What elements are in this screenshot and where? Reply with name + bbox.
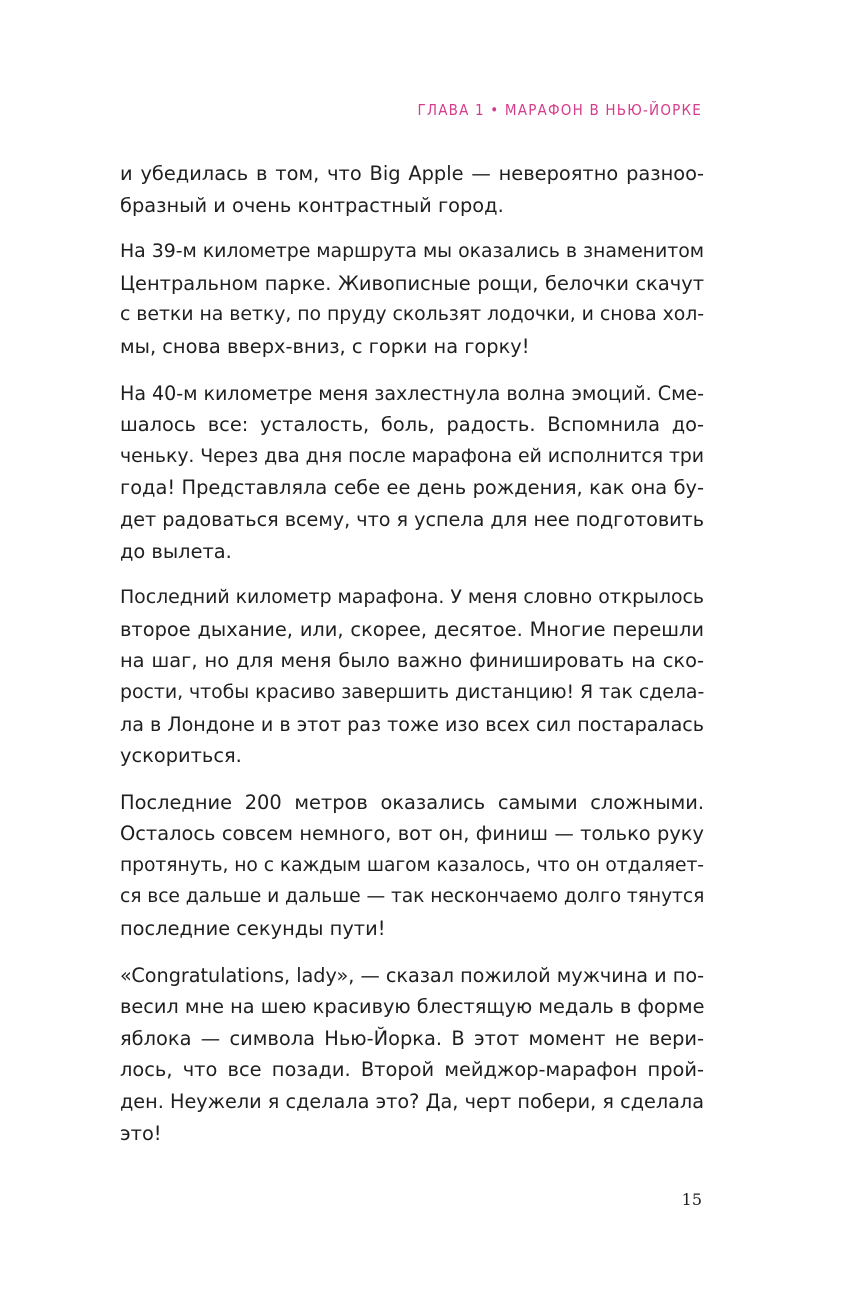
text-line: весил мне на шею красивую блестящую медаль в форме xyxy=(120,995,705,1019)
text-line: с ветки на ветку, по пруду скользят лодочки, и снова хол- xyxy=(120,303,704,326)
text-line: шалось все: усталость, боль, радость. Вспомнила до- xyxy=(120,413,704,437)
text-line: ускориться. xyxy=(120,744,242,768)
text-line: последние секунды пути! xyxy=(120,917,386,941)
text-line: протянуть, но с каждым шагом казалось, что он отдаляет- xyxy=(120,854,704,876)
text-line: лось, что все позади. Второй мейджор-марафон прой- xyxy=(120,1058,704,1082)
paragraph-3 xyxy=(120,378,704,568)
text-line: ся все дальше и дальше — так нескончаемо долго тянутся xyxy=(120,886,705,908)
text-line: мы, снова вверх-вниз, с горки на горку! xyxy=(120,334,530,358)
paragraph-5 xyxy=(120,787,704,945)
text-line: Последний километр марафона. У меня словно открылось xyxy=(120,586,704,609)
paragraph-1 xyxy=(120,158,704,221)
text-line: На 39-м километре маршрута мы оказались в знаменитом xyxy=(120,240,704,263)
text-line: Осталось совсем немного, вот он, финиш — только руку xyxy=(120,822,704,846)
text-line: рости, чтобы красиво завершить дистанцию! Я так сдела- xyxy=(120,680,705,703)
paragraph-4 xyxy=(120,582,704,772)
body-text xyxy=(120,158,704,1164)
text-line: года! Представляла себе ее день рождения, как она бу- xyxy=(120,476,704,500)
text-line: это! xyxy=(120,1121,162,1145)
text-line: второе дыхание, или, скорее, десятое. Многие перешли xyxy=(120,617,704,641)
text-line: и убедилась в том, что Big Apple — невероятно разноо- xyxy=(120,162,704,185)
page-number: 15 xyxy=(681,1190,702,1209)
text-line: ден. Неужели я сделала это? Да, черт побери, я сделала xyxy=(120,1090,704,1114)
text-line: до вылета. xyxy=(120,539,232,563)
text-line: Последние 200 метров оказались самыми сложными. xyxy=(120,790,704,814)
text-line: яблока — символа Нью-Йорка. В этот момент не вери- xyxy=(120,1026,704,1050)
text-line: Центральном парке. Живописные рощи, белочки скачут xyxy=(120,271,704,295)
paragraph-2 xyxy=(120,236,704,362)
text-line: дет радоваться всему, что я успела для нее подготовить xyxy=(120,507,704,531)
paragraph-6 xyxy=(120,960,704,1150)
text-line: На 40-м километре меня захлестнула волна эмоций. Сме- xyxy=(120,381,704,405)
text-line: «Congratulations, lady», — сказал пожилой мужчина и по- xyxy=(120,963,704,987)
text-line: бразный и очень контрастный город. xyxy=(120,193,504,217)
text-line: на шаг, но для меня было важно финишировать на ско- xyxy=(120,649,704,673)
text-line: ла в Лондоне и в этот раз тоже изо всех сил постаралась xyxy=(120,712,704,736)
running-header: ГЛАВА 1 • МАРАФОН В НЬЮ-ЙОРКЕ xyxy=(417,101,702,119)
text-line: ченьку. Через два дня после марафона ей исполнится три xyxy=(120,444,705,467)
